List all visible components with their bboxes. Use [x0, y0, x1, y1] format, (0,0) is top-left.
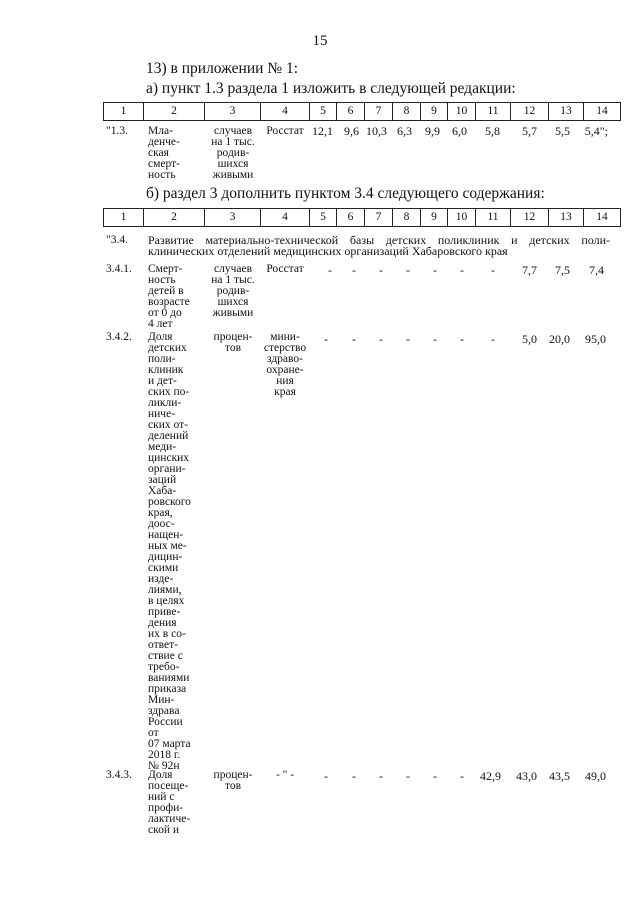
row-3-4-3-value: 43,0 — [516, 769, 537, 783]
name-line: клиник — [148, 364, 184, 376]
name-line: возрасте — [148, 296, 190, 308]
header-col: 9 — [421, 103, 448, 121]
name-line: дицин- — [148, 551, 183, 563]
row-3-4-2-value: - — [433, 332, 437, 346]
name-line: ний с — [148, 791, 175, 803]
name-line: дения — [148, 617, 177, 629]
row-3-4-2-value: - — [352, 332, 356, 346]
row-3-4-2-value: - — [491, 332, 495, 346]
name-line: от 0 до — [148, 307, 182, 319]
name-line: ниче- — [148, 408, 176, 420]
source-line: здраво- — [267, 353, 303, 365]
column-header-row-b — [103, 208, 621, 227]
column-header-row-a — [103, 102, 621, 121]
name-line: ответ- — [148, 639, 178, 651]
unit-line: случаев — [213, 263, 252, 275]
row-1-3-value: 6,0 — [452, 124, 467, 138]
name-line: 2018 г. — [148, 749, 181, 761]
name-line: и дет- — [148, 375, 177, 387]
name-line: поли- — [148, 353, 176, 365]
name-line: ских по- — [148, 386, 190, 398]
row-3-4-1-number: 3.4.1. — [106, 263, 132, 275]
row-1-3-number: "1.3. — [106, 125, 128, 137]
row-3-4-1-value: - — [460, 263, 464, 277]
header-col: 2 — [144, 103, 205, 121]
source-line: охране- — [266, 364, 304, 376]
unit-line: процен- — [213, 769, 253, 781]
name-line: ваниями — [148, 672, 190, 684]
unit-line: живыми — [212, 169, 254, 181]
header-col: 7 — [365, 103, 393, 121]
source-line: мини- — [270, 331, 300, 343]
row-3-4-1-value: - — [433, 263, 437, 277]
row-1-3-value: 9,9 — [425, 124, 440, 138]
name-line: детских — [148, 342, 187, 354]
name-line: ствие с — [148, 650, 183, 662]
row-3-4-3-value: 49,0 — [585, 769, 606, 783]
row-3-4-2-value: 20,0 — [549, 332, 570, 346]
unit-line: тов — [224, 780, 242, 792]
header-col: 5 — [310, 209, 337, 227]
row-1-3-unit — [208, 126, 258, 181]
row-1-3-value: 5,7 — [522, 124, 537, 138]
header-col: 11 — [476, 103, 511, 121]
header-col: 12 — [511, 103, 549, 121]
row-3-4-2-value: 95,0 — [585, 332, 606, 346]
source-line: края — [274, 386, 296, 398]
name-line: меди- — [148, 441, 177, 453]
header-col: 3 — [205, 209, 261, 227]
name-line: здрава — [148, 705, 180, 717]
name-line: ской и — [148, 824, 180, 836]
row-3-4-3-value: 42,9 — [480, 769, 501, 783]
name-line: изде- — [148, 573, 174, 585]
header-col: 2 — [144, 209, 205, 227]
name-line: Смерт- — [148, 263, 183, 275]
section-3-4-number: "3.4. — [106, 234, 128, 246]
name-line: органи- — [148, 463, 186, 475]
header-col: 13 — [549, 209, 584, 227]
name-line: Мла- — [148, 125, 173, 137]
row-1-3-source: Росстат — [266, 125, 304, 137]
row-3-4-2-value: - — [460, 332, 464, 346]
header-col: 4 — [261, 209, 310, 227]
row-3-4-3-value: - — [433, 769, 437, 783]
header-col: 4 — [261, 103, 310, 121]
unit-line: на 1 тыс. — [211, 136, 255, 148]
name-line: ликли- — [148, 397, 182, 409]
row-3-4-2-source — [262, 332, 308, 398]
name-line: посеще- — [148, 780, 189, 792]
name-line: цинских — [148, 452, 190, 464]
row-3-4-3-value: - — [406, 769, 410, 783]
header-col: 13 — [549, 103, 584, 121]
name-line: лиями, — [148, 584, 182, 596]
header-col: 14 — [584, 103, 621, 121]
name-line: Доля — [148, 769, 173, 781]
header-col: 10 — [448, 209, 476, 227]
row-1-3-value: 10,3 — [366, 124, 387, 138]
source-line: стерство — [263, 342, 307, 354]
unit-line: на 1 тыс. — [211, 274, 255, 286]
name-line: № 92н — [148, 760, 180, 772]
row-1-3-value: 12,1 — [312, 124, 333, 138]
row-3-4-2-value: 5,0 — [522, 332, 537, 346]
row-1-3-value: 5,5 — [555, 124, 570, 138]
name-line: доос- — [148, 518, 175, 530]
name-line: детей в — [148, 285, 184, 297]
row-3-4-3-unit — [208, 770, 258, 792]
name-line: России — [148, 716, 183, 728]
name-line: скими — [148, 562, 179, 574]
row-1-3-value: 5,4"; — [584, 124, 608, 138]
unit-line: случаев — [213, 125, 252, 137]
name-line: ных ме- — [148, 540, 187, 552]
row-3-4-1-value: - — [379, 263, 383, 277]
row-3-4-1-value: 7,7 — [522, 263, 537, 277]
header-col: 11 — [476, 209, 511, 227]
row-1-3-value: 5,8 — [485, 124, 500, 138]
row-3-4-2-name — [148, 332, 191, 772]
row-3-4-1-source: Росстат — [266, 263, 304, 275]
name-line: денче- — [148, 136, 180, 148]
header-col: 8 — [393, 103, 421, 121]
row-3-4-2-value: - — [324, 332, 328, 346]
row-3-4-1-value: - — [491, 263, 495, 277]
name-line: Доля — [148, 331, 173, 343]
name-line: делений — [148, 430, 189, 442]
row-3-4-3-value: - — [460, 769, 464, 783]
header-col: 12 — [511, 209, 549, 227]
unit-line: тов — [224, 342, 242, 354]
row-1-3-value: 9,6 — [344, 124, 359, 138]
name-line: их в со- — [148, 628, 186, 640]
row-3-4-1-name — [148, 264, 190, 330]
part-a-heading: а) пункт 1.3 раздела 1 изложить в следующей редакции: — [146, 80, 516, 97]
row-3-4-2-value: - — [406, 332, 410, 346]
row-3-4-1-value: 7,5 — [555, 263, 570, 277]
header-col: 8 — [393, 209, 421, 227]
name-line: нащен- — [148, 529, 184, 541]
row-3-4-3-value: - — [324, 769, 328, 783]
header-col: 9 — [421, 209, 448, 227]
name-line: в целях — [148, 595, 185, 607]
row-3-4-3-value: 43,5 — [549, 769, 570, 783]
name-line: Мин- — [148, 694, 175, 706]
source-line: ния — [276, 375, 294, 387]
name-line: заций — [148, 474, 177, 486]
section-3-4-title — [148, 235, 610, 257]
name-line: 4 лет — [148, 318, 173, 330]
header-col: 1 — [104, 209, 144, 227]
row-3-4-3-number: 3.4.3. — [106, 769, 132, 781]
name-line: приказа — [148, 683, 187, 695]
name-line: ность — [148, 274, 176, 286]
unit-line: родив- — [216, 147, 250, 159]
header-col: 14 — [584, 209, 621, 227]
row-3-4-1-value: - — [406, 263, 410, 277]
name-line: ская — [148, 147, 169, 159]
header-col: 10 — [448, 103, 476, 121]
name-line: профи- — [148, 802, 184, 814]
name-line: Хаба- — [148, 485, 177, 497]
name-line: ность — [148, 169, 176, 181]
part-b-heading: б) раздел 3 дополнить пунктом 3.4 следующего содержания: — [146, 185, 545, 202]
unit-line: процен- — [213, 331, 253, 343]
name-line: ских от- — [148, 419, 188, 431]
row-3-4-3-value: - — [379, 769, 383, 783]
row-3-4-1-unit — [208, 264, 258, 319]
unit-line: шихся — [217, 296, 249, 308]
row-3-4-3-source: - " - — [275, 769, 295, 781]
name-line: приве- — [148, 606, 181, 618]
name-line: ровского — [148, 496, 191, 508]
header-col: 1 — [104, 103, 144, 121]
row-3-4-2-value: - — [379, 332, 383, 346]
unit-line: живыми — [212, 307, 254, 319]
name-line: от — [148, 727, 159, 739]
amendment-intro: 13) в приложении № 1: — [146, 60, 299, 77]
page-number: 15 — [312, 33, 328, 49]
title-line: клинических отделений медицинских организаций Хабаровского края — [148, 244, 508, 258]
row-3-4-1-value: 7,4 — [589, 263, 604, 277]
row-3-4-3-name — [148, 770, 190, 836]
header-col: 3 — [205, 103, 261, 121]
header-col: 6 — [337, 103, 365, 121]
row-1-3-value: 6,3 — [397, 124, 412, 138]
header-col: 7 — [365, 209, 393, 227]
row-3-4-2-number: 3.4.2. — [106, 331, 132, 343]
row-3-4-3-value: - — [352, 769, 356, 783]
unit-line: шихся — [217, 158, 249, 170]
row-1-3-name — [148, 126, 180, 181]
name-line: смерт- — [148, 158, 180, 170]
row-3-4-1-value: - — [352, 263, 356, 277]
name-line: лактиче- — [148, 813, 191, 825]
header-col: 5 — [310, 103, 337, 121]
row-3-4-2-unit — [208, 332, 258, 354]
title-line: Развитие материально-технической базы детских поликлиник и детских поли- — [148, 233, 610, 247]
name-line: 07 марта — [148, 738, 191, 750]
unit-line: родив- — [216, 285, 250, 297]
header-col: 6 — [337, 209, 365, 227]
name-line: требо- — [148, 661, 180, 673]
row-3-4-1-value: - — [328, 263, 332, 277]
name-line: края, — [148, 507, 173, 519]
